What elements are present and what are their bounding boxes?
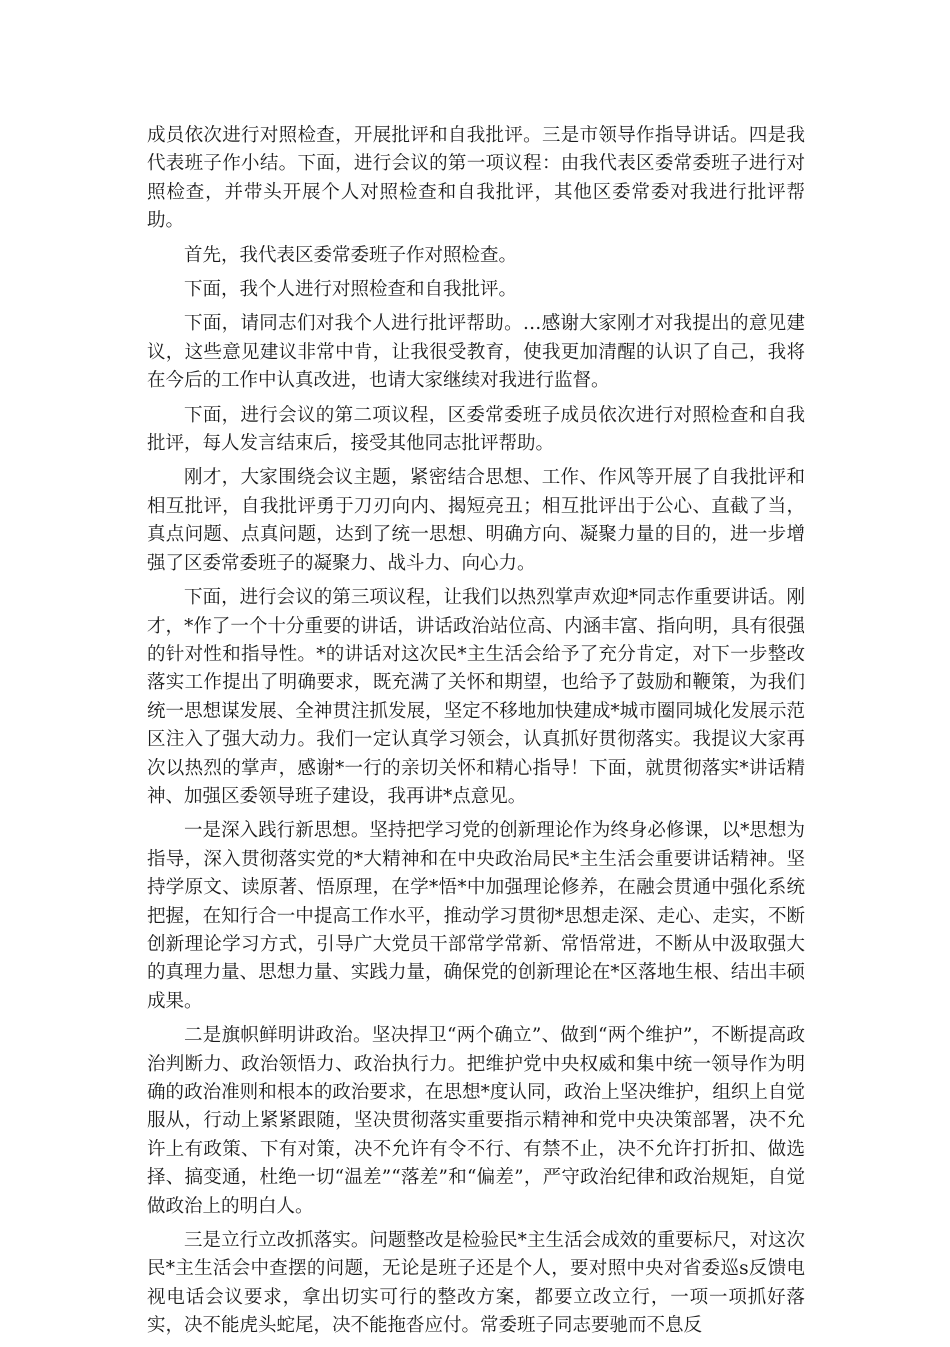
paragraph-summary: 刚才，大家围绕会议主题，紧密结合思想、工作、作风等开展了自我批评和相互批评，自我批评勇于刀刃向内、揭短亮丑；相互批评出于公心、直截了当，真点问题、点真问题，达到了统一思想、明确方向、凝聚力量的目的，进一步增强了区委常委班子的凝聚力、战斗力、向心力。: [147, 467, 805, 574]
paragraph-criticism-help: 下面，请同志们对我个人进行批评帮助。…感谢大家刚才对我提出的意见建议，这些意见建议非常中肯，让我很受教育，使我更加清醒的认识了自己，我将在今后的工作中认真改进，也请大家继续对我进行监督。: [147, 313, 805, 392]
paragraph-point-three: 三是立行立改抓落实。问题整改是检验民*主生活会成效的重要标尺，对这次民*主生活会中查摆的问题，无论是班子还是个人，要对照中央对省委巡s反馈电视电话会议要求，拿出切实可行的整改方案，都要立改立行，一项一项抓好落实，决不能虎头蛇尾，决不能拖沓应付。常委班子同志要驰而不息反: [147, 1230, 805, 1337]
document-body: [147, 122, 805, 1347]
paragraph-point-one: 一是深入践行新思想。坚持把学习党的创新理论作为终身必修课，以*思想为指导，深入贯彻落实党的*大精神和在中央政治局民*主生活会重要讲话精神。坚持学原文、读原著、悟原理，在学*悟*中加强理论修养，在融会贯通中强化系统把握，在知行合一中提高工作水平，推动学习贯彻*思想走深、走心、走实，不断创新理论学习方式，引导广大党员干部常学常新、常悟常进，不断从中汲取强大的真理力量、思想力量、实践力量，确保党的创新理论在*区落地生根、结出丰硕成果。: [147, 820, 805, 1012]
paragraph-second-agenda: 下面，进行会议的第二项议程，区委常委班子成员依次进行对照检查和自我批评，每人发言结束后，接受其他同志批评帮助。: [147, 404, 805, 455]
paragraph-continuation: 成员依次进行对照检查，开展批评和自我批评。三是市领导作指导讲话。四是我代表班子作小结。下面，进行会议的第一项议程：由我代表区委常委班子进行对照检查，并带头开展个人对照检查和自我批评，其他区委常委对我进行批评帮助。: [147, 125, 805, 232]
paragraph-team-review: 首先，我代表区委常委班子作对照检查。: [184, 244, 518, 266]
paragraph-personal-review: 下面，我个人进行对照检查和自我批评。: [184, 279, 518, 301]
paragraph-third-agenda: 下面，进行会议的第三项议程，让我们以热烈掌声欢迎*同志作重要讲话。刚才，*作了一个十分重要的讲话，讲话政治站位高、内涵丰富、指向明，具有很强的针对性和指导性。*的讲话对这次民*主生活会给予了充分肯定，对下一步整改落实工作提出了明确要求，既充满了关怀和期望，也给予了鼓励和鞭策，为我们统一思想谋发展、全神贯注抓发展，坚定不移地加快建成*城市圈同城化发展示范区注入了强大动力。我们一定认真学习领会，认真抓好贯彻落实。我提议大家再次以热烈的掌声，感谢*一行的亲切关怀和精心指导！下面，就贯彻落实*讲话精神、加强区委领导班子建设，我再讲*点意见。: [147, 587, 805, 807]
paragraph-point-two: 二是旗帜鲜明讲政治。坚决捍卫“两个确立”、做到“两个维护”，不断提高政治判断力、政治领悟力、政治执行力。把维护党中央权威和集中统一领导作为明确的政治准则和根本的政治要求，在思想*度认同，政治上坚决维护，组织上自觉服从，行动上紧紧跟随，坚决贯彻落实重要指示精神和党中央决策部署，决不允许上有政策、下有对策，决不允许有令不行、有禁不止，决不允许打折扣、做选择、搞变通，杜绝一切“温差”“落差”和“偏差”，严守政治纪律和政治规矩，自觉做政治上的明白人。: [147, 1025, 805, 1217]
